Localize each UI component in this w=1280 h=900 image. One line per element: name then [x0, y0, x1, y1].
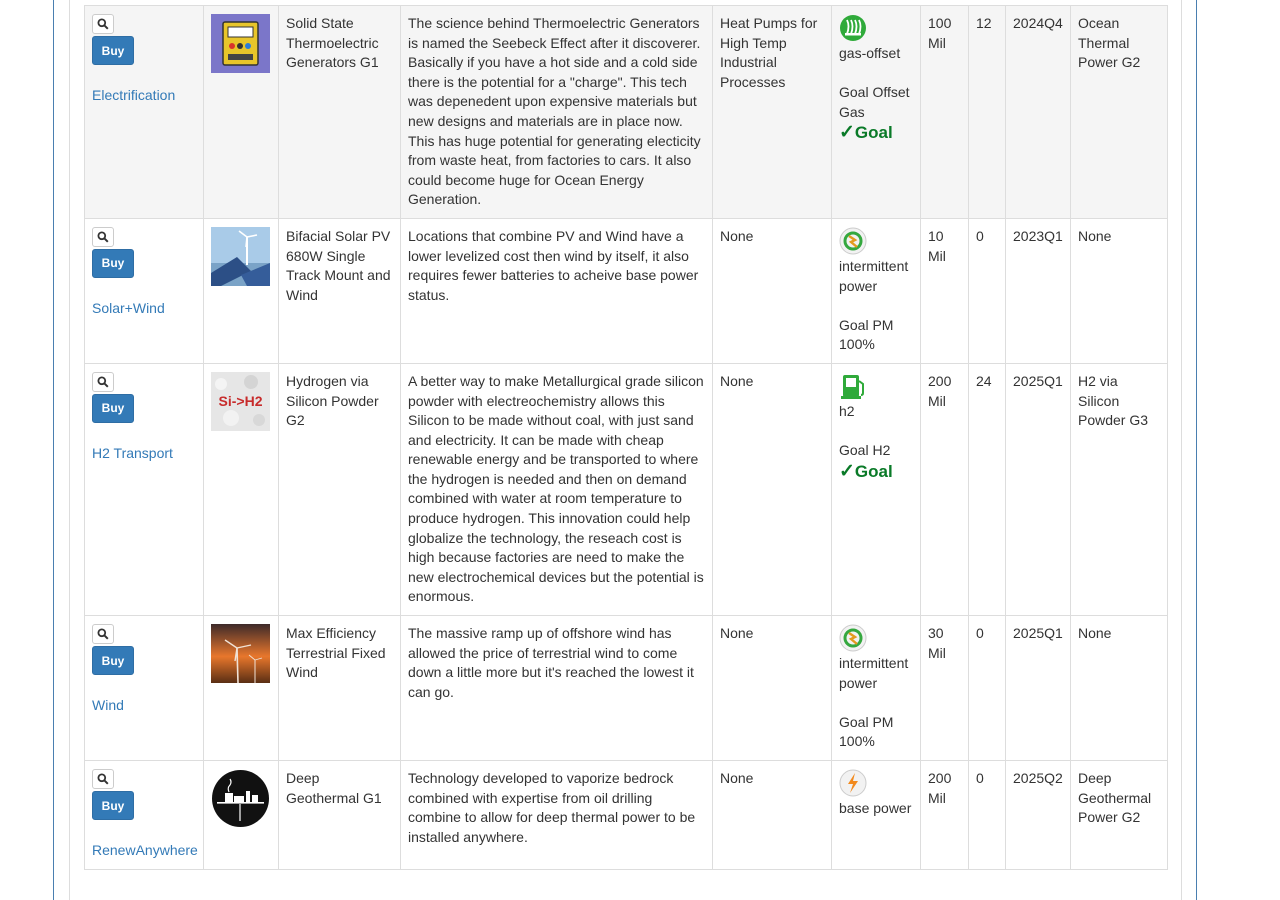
base-power-icon	[839, 769, 867, 797]
buy-button[interactable]: Buy	[92, 646, 134, 675]
category-link[interactable]: Solar+Wind	[92, 299, 165, 316]
actions-cell	[85, 363, 204, 615]
zoom-button[interactable]	[92, 14, 114, 34]
image-cell	[204, 761, 279, 870]
category-link[interactable]: Electrification	[92, 87, 176, 103]
next-tech: Deep Geothermal Power G2	[1071, 761, 1168, 870]
tech-cost: 100 Mil	[921, 6, 969, 219]
goal-name: Goal Offset Gas	[839, 84, 910, 120]
zoom-button[interactable]	[92, 624, 114, 644]
deep-geothermal-image	[211, 769, 270, 828]
tech-cost: 200 Mil	[921, 363, 969, 615]
goal-type: intermittent power	[839, 257, 909, 294]
actions-cell	[85, 6, 204, 219]
table-row	[85, 616, 1168, 761]
goal-type: gas-offset	[839, 45, 901, 61]
next-tech: Ocean Thermal Power G2	[1071, 6, 1168, 219]
tech-count: 12	[969, 6, 1006, 219]
category-link[interactable]: H2 Transport	[92, 444, 173, 461]
goal-name: Goal PM 100%	[839, 316, 894, 353]
goal-achieved-badge: ✓Goal	[839, 460, 893, 482]
svg-text:Si->H2: Si->H2	[218, 392, 263, 409]
zoom-button[interactable]	[92, 227, 114, 247]
goal-cell	[832, 363, 921, 615]
tech-count: 0	[969, 616, 1006, 761]
tech-count: 24	[969, 363, 1006, 615]
magnifier-icon	[97, 628, 109, 640]
image-cell	[204, 6, 279, 219]
tech-name: Deep Geothermal G1	[279, 761, 401, 870]
tech-count: 0	[969, 761, 1006, 870]
goal-type: h2	[839, 402, 855, 419]
checkmark-icon: ✓	[839, 460, 855, 482]
thermoelectric-device-image	[211, 14, 270, 73]
table-row	[85, 761, 1168, 870]
table-row	[85, 218, 1168, 363]
buy-button[interactable]: Buy	[92, 791, 134, 820]
tech-name: Max Efficiency Terrestrial Fixed Wind	[279, 616, 401, 761]
tech-quarter: 2023Q1	[1006, 218, 1071, 363]
magnifier-icon	[97, 18, 109, 30]
table-row	[85, 6, 1168, 219]
tech-cost: 10 Mil	[921, 218, 969, 363]
next-tech: None	[1071, 616, 1168, 761]
goal-achieved-badge: ✓Goal	[839, 122, 893, 144]
goal-cell	[832, 761, 921, 870]
tech-requires: Heat Pumps for High Temp Industrial Processes	[713, 6, 832, 219]
goal-type: intermittent power	[839, 655, 909, 691]
tech-description: A better way to make Metallurgical grade silicon powder with electreochemistry allows this Silicon to be made without coal, with just sand and electricity. It can be made with cheap renewable energy and be transported to where the hydrogen is needed and then on demand combined with water at room temperature to produce hydrogen. This innovation could help globalize the technology, the reseach cost is high because factories are need to make the new electrochemical devices but the potential is enormous.	[401, 363, 713, 615]
tech-description: Technology developed to vaporize bedrock combined with expertise from oil drilling combine to allow for deep thermal power to be installed anywhere.	[401, 761, 713, 870]
buy-button[interactable]: Buy	[92, 36, 134, 65]
wind-turbine-sunset-image	[211, 624, 270, 683]
tech-description: Locations that combine PV and Wind have a lower levelized cost then wind by itself, it also requires fewer batteries to acheive base power status.	[401, 218, 713, 363]
gas-offset-icon	[839, 14, 867, 42]
magnifier-icon	[97, 376, 109, 388]
tech-requires: None	[713, 616, 832, 761]
intermittent-power-icon	[839, 227, 867, 255]
category-link[interactable]: RenewAnywhere	[92, 842, 198, 858]
buy-button[interactable]: Buy	[92, 394, 134, 423]
checkmark-icon: ✓	[839, 122, 855, 144]
tech-name: Bifacial Solar PV 680W Single Track Mount and Wind	[279, 218, 401, 363]
goal-cell	[832, 218, 921, 363]
h2-pump-icon	[839, 372, 867, 400]
tech-cost: 200 Mil	[921, 761, 969, 870]
image-cell	[204, 218, 279, 363]
tech-quarter: 2025Q2	[1006, 761, 1071, 870]
tech-description: The massive ramp up of offshore wind has allowed the price of terrestrial wind to come down a little more but it's reached the lowest it can go.	[401, 616, 713, 761]
intermittent-power-icon	[839, 624, 867, 652]
buy-button[interactable]: Buy	[92, 249, 134, 278]
magnifier-icon	[97, 773, 109, 785]
next-tech: H2 via Silicon Powder G3	[1071, 363, 1168, 615]
tech-cost: 30 Mil	[921, 616, 969, 761]
tech-name: Solid State Thermoelectric Generators G1	[279, 6, 401, 219]
technology-table	[84, 5, 1168, 870]
tech-requires: None	[713, 363, 832, 615]
tech-description: The science behind Thermoelectric Generators is named the Seebeck Effect after it discoverer. Basically if you have a hot side and a cold side there is the potential for a "charge". This tech was depenedent upon expensive materials but new designs and materials are in place now. This has huge potential for generating electicity from waste heat, from factories to cars. It also could become huge for Ocean Energy Generation.	[401, 6, 713, 219]
goal-name: Goal PM 100%	[839, 713, 894, 750]
goal-cell	[832, 6, 921, 219]
tech-quarter: 2024Q4	[1006, 6, 1071, 219]
tech-requires: None	[713, 218, 832, 363]
table-row	[85, 363, 1168, 615]
tech-requires: None	[713, 761, 832, 870]
tech-name: Hydrogen via Silicon Powder G2	[279, 363, 401, 615]
next-tech: None	[1071, 218, 1168, 363]
actions-cell	[85, 616, 204, 761]
category-link[interactable]: Wind	[92, 697, 124, 714]
solar-wind-image	[211, 227, 270, 286]
image-cell	[204, 363, 279, 615]
goal-cell	[832, 616, 921, 761]
image-cell	[204, 616, 279, 761]
silicon-h2-image	[211, 372, 270, 431]
actions-cell	[85, 761, 204, 870]
goal-type: base power	[839, 800, 912, 816]
tech-quarter: 2025Q1	[1006, 616, 1071, 761]
zoom-button[interactable]	[92, 769, 114, 789]
tech-quarter: 2025Q1	[1006, 363, 1071, 615]
goal-name: Goal H2	[839, 442, 891, 459]
zoom-button[interactable]	[92, 372, 114, 392]
actions-cell	[85, 218, 204, 363]
magnifier-icon	[97, 231, 109, 243]
tech-count: 0	[969, 218, 1006, 363]
